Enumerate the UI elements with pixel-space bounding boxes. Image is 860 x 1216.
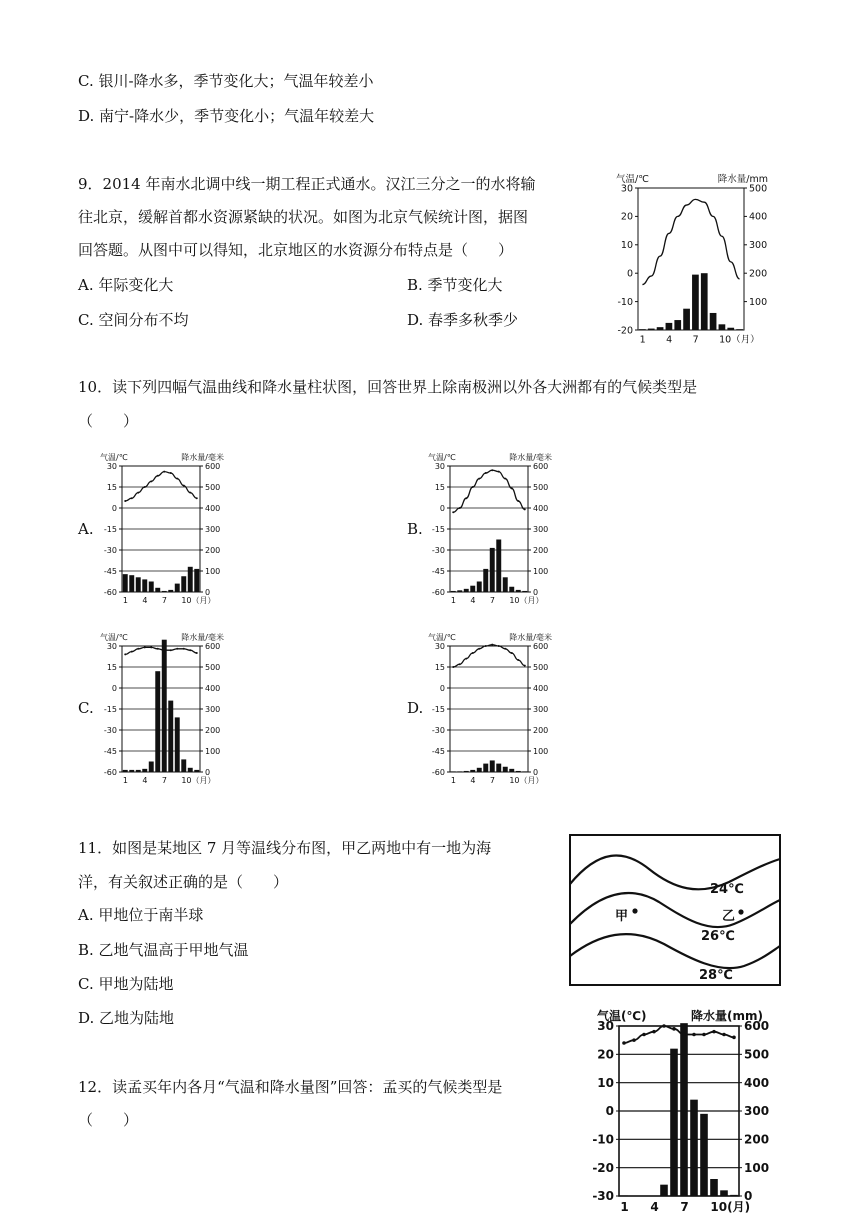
temperature-curve	[642, 199, 739, 284]
x-tick-label: 10（月）	[719, 334, 760, 346]
precip-bar	[710, 1179, 718, 1196]
q10-stem-line2: （ ）	[78, 412, 139, 430]
precip-bar	[657, 327, 664, 330]
q9-stem-line3: 回答题。从图中可以得知，北京地区的水资源分布特点是（ ）	[78, 241, 514, 259]
temperature-point	[183, 648, 185, 650]
temperature-point	[498, 645, 500, 647]
temperature-point	[137, 492, 139, 494]
temperature-point	[524, 665, 526, 667]
right-tick-label: 600	[533, 641, 549, 651]
x-tick-label: 7	[489, 596, 495, 605]
left-tick-label: 10	[597, 1075, 614, 1090]
precip-bar	[503, 767, 508, 772]
point-yi-dot	[738, 909, 743, 914]
temperature-point	[485, 645, 487, 647]
right-tick-label: 300	[205, 524, 221, 534]
temperature-point	[712, 1030, 716, 1034]
left-tick-label: 0	[605, 1104, 614, 1119]
isotherm-28-label: 28℃	[699, 968, 733, 983]
right-tick-label: 500	[749, 183, 768, 195]
right-tick-label: 100	[205, 566, 221, 576]
q9-stem-line2: 往北京，缓解首都水资源紧缺的状况。如图为北京气候统计图，据图	[78, 208, 529, 226]
q10-stem-line1: 10．读下列四幅气温曲线和降水量柱状图，回答世界上除南极洲以外各大洲都有的气候类型是	[78, 378, 698, 396]
temp-axis-title: 气温/℃	[616, 174, 649, 185]
temperature-point	[131, 651, 133, 653]
temperature-point	[524, 508, 526, 510]
right-tick-label: 600	[205, 461, 221, 471]
temperature-curve	[453, 470, 525, 512]
right-tick-label: 600	[533, 461, 549, 471]
left-tick-label: 15	[434, 662, 445, 672]
x-tick-label: 4	[142, 776, 148, 785]
precip-axis-title: 降水量/毫米	[181, 453, 224, 462]
q11-option-b: B. 乙地气温高于甲地气温	[78, 941, 249, 959]
q9-option-b: B. 季节变化大	[407, 276, 503, 294]
left-tick-label: -45	[431, 566, 445, 576]
temperature-point	[452, 666, 454, 668]
precip-bar	[149, 762, 154, 773]
left-tick-label: -15	[103, 704, 117, 714]
left-tick-label: -30	[431, 725, 445, 735]
precip-bar	[727, 328, 734, 330]
right-tick-label: 600	[744, 1019, 770, 1034]
temperature-point	[472, 652, 474, 654]
x-tick-label: 4	[470, 776, 476, 785]
temperature-point	[498, 471, 500, 473]
q9-option-a: A. 年际变化大	[78, 276, 174, 294]
climate-chart-a	[96, 446, 226, 606]
temperature-point	[189, 649, 191, 651]
precip-bar	[692, 275, 699, 330]
left-tick-label: -30	[103, 545, 117, 555]
precip-bar	[496, 764, 501, 772]
left-tick-label: 20	[597, 1047, 614, 1062]
right-tick-label: 200	[205, 545, 221, 555]
right-tick-label: 0	[744, 1189, 753, 1204]
isotherm-map	[569, 834, 781, 986]
precip-bar	[457, 590, 462, 592]
left-tick-label: 0	[439, 683, 445, 693]
precip-bar	[168, 590, 173, 592]
precip-bar	[194, 770, 199, 772]
precip-bar	[464, 771, 469, 772]
temperature-point	[459, 663, 461, 665]
right-tick-label: 400	[744, 1075, 770, 1090]
temperature-point	[692, 1033, 696, 1037]
precip-bar	[155, 671, 160, 772]
beijing-climate-chart	[612, 168, 792, 346]
left-tick-label: -20	[617, 325, 633, 337]
precip-bar	[123, 770, 128, 772]
precip-bar	[188, 768, 193, 772]
right-tick-label: 100	[533, 746, 549, 756]
precip-bar	[483, 569, 488, 592]
x-tick-label: 1	[620, 1200, 629, 1214]
temperature-curve	[624, 1026, 734, 1043]
precip-bar	[522, 771, 527, 772]
precip-bar	[188, 567, 193, 592]
precip-bar	[701, 273, 708, 330]
q10-label-b: B.	[407, 520, 423, 538]
precip-bar	[136, 577, 141, 592]
right-tick-label: 0	[533, 587, 539, 597]
temperature-point	[150, 480, 152, 482]
precip-bar	[142, 579, 147, 592]
left-tick-label: -45	[103, 746, 117, 756]
temperature-point	[722, 1033, 726, 1037]
x-tick-label: 7	[692, 334, 699, 346]
q11-option-d: D. 乙地为陆地	[78, 1009, 175, 1027]
x-tick-label: 4	[142, 596, 148, 605]
temperature-point	[124, 500, 126, 502]
precip-bar	[736, 329, 743, 330]
precip-bar	[168, 701, 173, 772]
climate-chart-d	[424, 626, 554, 786]
temperature-point	[478, 648, 480, 650]
climate-chart-c	[96, 626, 226, 786]
temperature-point	[163, 471, 165, 473]
precip-bar	[720, 1190, 728, 1196]
q11-option-c: C. 甲地为陆地	[78, 975, 174, 993]
isotherm-24-label: 24℃	[710, 882, 744, 897]
precip-bar	[129, 770, 134, 772]
temperature-point	[511, 652, 513, 654]
temperature-point	[196, 652, 198, 654]
right-tick-label: 200	[744, 1132, 770, 1147]
temperature-point	[517, 659, 519, 661]
x-tick-label: 10（月）	[181, 596, 216, 605]
left-tick-label: -30	[431, 545, 445, 555]
right-tick-label: 100	[205, 746, 221, 756]
precip-bar	[509, 769, 514, 772]
precip-bar	[123, 574, 128, 592]
precip-bar	[451, 591, 456, 592]
x-tick-label: 10（月）	[181, 776, 216, 785]
precip-bar	[470, 770, 475, 772]
right-tick-label: 0	[205, 767, 211, 777]
temperature-point	[504, 648, 506, 650]
right-tick-label: 400	[749, 211, 768, 223]
left-tick-label: 10	[620, 240, 633, 252]
precip-bar	[680, 1023, 688, 1196]
temperature-point	[622, 1041, 626, 1045]
right-tick-label: 100	[744, 1160, 770, 1175]
precip-bar	[639, 329, 646, 330]
left-tick-label: 30	[434, 461, 445, 471]
right-tick-label: 200	[749, 268, 768, 280]
temperature-point	[183, 485, 185, 487]
temperature-point	[150, 646, 152, 648]
precip-axis-title: 降水量/毫米	[509, 453, 552, 462]
x-tick-label: 1	[450, 776, 456, 785]
precip-bar	[670, 1049, 678, 1196]
temperature-point	[511, 487, 513, 489]
point-jia-label: 甲	[615, 909, 629, 924]
right-tick-label: 400	[205, 503, 221, 513]
temp-axis-title: 气温/℃	[428, 453, 456, 462]
q8-option-c: C. 银川-降水多，季节变化大；气温年较差小	[78, 72, 374, 90]
temperature-point	[672, 1027, 676, 1031]
left-tick-label: 30	[597, 1019, 614, 1034]
left-tick-label: 30	[620, 183, 633, 195]
temperature-curve	[125, 647, 197, 654]
precip-axis-title: 降水量(mm)	[691, 1009, 763, 1023]
right-tick-label: 300	[744, 1104, 770, 1119]
isotherm-26-label: 26℃	[701, 929, 735, 944]
temperature-point	[176, 648, 178, 650]
right-tick-label: 0	[533, 767, 539, 777]
precip-bar	[710, 313, 717, 330]
right-tick-label: 300	[749, 240, 768, 252]
precip-bar	[660, 1185, 668, 1196]
q11-stem-line1: 11．如图是某地区 7 月等温线分布图，甲乙两地中有一地为海	[78, 839, 492, 857]
precip-bar	[464, 589, 469, 592]
temperature-point	[137, 648, 139, 650]
precip-bar	[149, 582, 154, 593]
precip-bar	[509, 587, 514, 592]
right-tick-label: 600	[205, 641, 221, 651]
temperature-point	[472, 486, 474, 488]
temperature-point	[144, 646, 146, 648]
temperature-point	[517, 500, 519, 502]
q9-stem-line1: 9．2014 年南水北调中线一期工程正式通水。汉江三分之一的水将输	[78, 175, 536, 193]
right-tick-label: 400	[533, 503, 549, 513]
q11-option-a: A. 甲地位于南半球	[78, 906, 204, 924]
precip-bar	[129, 575, 134, 592]
temperature-point	[491, 644, 493, 646]
left-tick-label: -45	[103, 566, 117, 576]
temperature-point	[170, 472, 172, 474]
precip-bar	[451, 771, 456, 772]
precip-bar	[194, 569, 199, 592]
right-tick-label: 400	[205, 683, 221, 693]
x-tick-label: 1	[450, 596, 456, 605]
precip-bar	[155, 588, 160, 592]
x-tick-label: 1	[122, 596, 128, 605]
left-tick-label: -60	[103, 767, 117, 777]
left-tick-label: -15	[103, 524, 117, 534]
right-tick-label: 500	[205, 662, 221, 672]
precip-bar	[683, 309, 690, 330]
left-tick-label: -60	[431, 587, 445, 597]
precip-bar	[620, 1195, 628, 1196]
x-tick-label: 7	[161, 596, 167, 605]
temperature-point	[465, 497, 467, 499]
left-tick-label: 0	[439, 503, 445, 513]
temperature-point	[478, 478, 480, 480]
temperature-point	[682, 1033, 686, 1037]
right-tick-label: 200	[533, 545, 549, 555]
q8-option-d: D. 南宁-降水少，季节变化小；气温年较差大	[78, 107, 375, 125]
x-tick-label: 4	[666, 334, 673, 346]
left-tick-label: 20	[620, 211, 633, 223]
temperature-curve	[453, 645, 525, 667]
temperature-point	[504, 478, 506, 480]
right-tick-label: 0	[205, 587, 211, 597]
precip-bar	[162, 591, 167, 592]
temp-axis-title: 气温/℃	[428, 633, 456, 642]
x-tick-label: 10（月）	[509, 776, 544, 785]
precip-bar	[470, 586, 475, 592]
left-tick-label: -15	[431, 704, 445, 714]
right-tick-label: 300	[533, 524, 549, 534]
precip-bar	[181, 576, 186, 592]
temperature-point	[465, 658, 467, 660]
precip-bar	[522, 591, 527, 592]
right-tick-label: 500	[205, 482, 221, 492]
precip-bar	[516, 590, 521, 592]
precip-axis-title: 降水量/mm	[717, 174, 768, 185]
temperature-point	[702, 1033, 706, 1037]
temperature-point	[163, 649, 165, 651]
precip-bar	[162, 640, 167, 772]
left-tick-label: 30	[434, 641, 445, 651]
precip-axis-title: 降水量/毫米	[181, 633, 224, 642]
left-tick-label: 30	[106, 461, 117, 471]
climate-chart-b	[424, 446, 554, 606]
right-tick-label: 100	[749, 296, 768, 308]
precip-bar	[483, 764, 488, 772]
left-tick-label: -30	[592, 1189, 614, 1204]
right-tick-label: 300	[205, 704, 221, 714]
left-tick-label: 30	[106, 641, 117, 651]
x-tick-label: 7	[680, 1200, 689, 1214]
precip-bar	[674, 320, 681, 330]
precip-bar	[516, 771, 521, 772]
precip-bar	[477, 582, 482, 593]
x-tick-label: 1	[122, 776, 128, 785]
temperature-point	[196, 497, 198, 499]
temperature-point	[144, 486, 146, 488]
left-tick-label: 15	[106, 482, 117, 492]
precip-bar	[496, 540, 501, 593]
temperature-point	[170, 649, 172, 651]
left-tick-label: 15	[106, 662, 117, 672]
precip-bar	[490, 548, 495, 592]
temperature-point	[176, 478, 178, 480]
right-tick-label: 200	[533, 725, 549, 735]
x-tick-label: 4	[470, 596, 476, 605]
temperature-point	[124, 653, 126, 655]
x-tick-label: 7	[489, 776, 495, 785]
left-tick-label: -45	[431, 746, 445, 756]
precip-bar	[490, 760, 495, 772]
precip-bar	[136, 770, 141, 772]
temperature-point	[732, 1036, 736, 1040]
right-tick-label: 200	[205, 725, 221, 735]
q12-stem-line1: 12．读孟买年内各月“气温和降水量图”回答：孟买的气候类型是	[78, 1078, 503, 1096]
q11-stem-line2: 洋，有关叙述正确的是（ ）	[78, 873, 289, 891]
left-tick-label: -10	[592, 1132, 614, 1147]
precip-bar	[730, 1195, 738, 1196]
precip-bar	[175, 717, 180, 772]
precip-bar	[690, 1100, 698, 1196]
precip-bar	[175, 584, 180, 592]
temperature-point	[459, 507, 461, 509]
temp-axis-title: 气温/℃	[100, 633, 128, 642]
precip-axis-title: 降水量/毫米	[509, 633, 552, 642]
precip-bar	[700, 1114, 708, 1196]
temperature-point	[131, 497, 133, 499]
temp-axis-title: 气温/℃	[100, 453, 128, 462]
right-tick-label: 500	[533, 482, 549, 492]
left-tick-label: -10	[617, 296, 633, 308]
mumbai-climate-chart	[585, 1000, 785, 1215]
q10-label-c: C.	[78, 699, 94, 717]
precip-bar	[477, 768, 482, 772]
q9-option-c: C. 空间分布不均	[78, 311, 189, 329]
precip-bar	[666, 323, 673, 330]
q10-label-a: A.	[78, 520, 94, 538]
temperature-point	[491, 469, 493, 471]
precip-bar	[719, 324, 726, 330]
x-tick-label: 4	[650, 1200, 659, 1214]
left-tick-label: -60	[103, 587, 117, 597]
q10-label-d: D.	[407, 699, 424, 717]
temperature-point	[632, 1038, 636, 1042]
temperature-curve	[125, 472, 197, 501]
right-tick-label: 400	[533, 683, 549, 693]
temperature-point	[662, 1024, 666, 1028]
temperature-point	[485, 472, 487, 474]
left-tick-label: 0	[111, 683, 117, 693]
precip-bar	[648, 329, 655, 330]
left-tick-label: -15	[431, 524, 445, 534]
temperature-point	[157, 475, 159, 477]
temp-axis-title: 气温(℃)	[597, 1009, 647, 1023]
right-tick-label: 100	[533, 566, 549, 576]
precip-bar	[503, 577, 508, 592]
right-tick-label: 500	[533, 662, 549, 672]
temperature-point	[189, 492, 191, 494]
right-tick-label: 300	[533, 704, 549, 714]
temperature-point	[452, 511, 454, 513]
x-tick-label: 1	[639, 334, 646, 346]
left-tick-label: 0	[626, 268, 633, 280]
left-tick-label: 15	[434, 482, 445, 492]
x-tick-label: 7	[161, 776, 167, 785]
x-tick-label: 10(月)	[710, 1200, 751, 1214]
left-tick-label: 0	[111, 503, 117, 513]
precip-bar	[142, 769, 147, 772]
point-yi-label: 乙	[722, 909, 736, 924]
left-tick-label: -20	[592, 1160, 614, 1175]
temperature-point	[642, 1033, 646, 1037]
x-tick-label: 10（月）	[509, 596, 544, 605]
temperature-point	[157, 648, 159, 650]
left-tick-label: -30	[103, 725, 117, 735]
precip-bar	[457, 771, 462, 772]
left-tick-label: -60	[431, 767, 445, 777]
temperature-point	[652, 1030, 656, 1034]
right-tick-label: 500	[744, 1047, 770, 1062]
q9-option-d: D. 春季多秋季少	[407, 311, 519, 329]
point-jia-dot	[632, 908, 637, 913]
precip-bar	[181, 759, 186, 772]
q12-stem-line2: （ ）	[78, 1111, 139, 1129]
